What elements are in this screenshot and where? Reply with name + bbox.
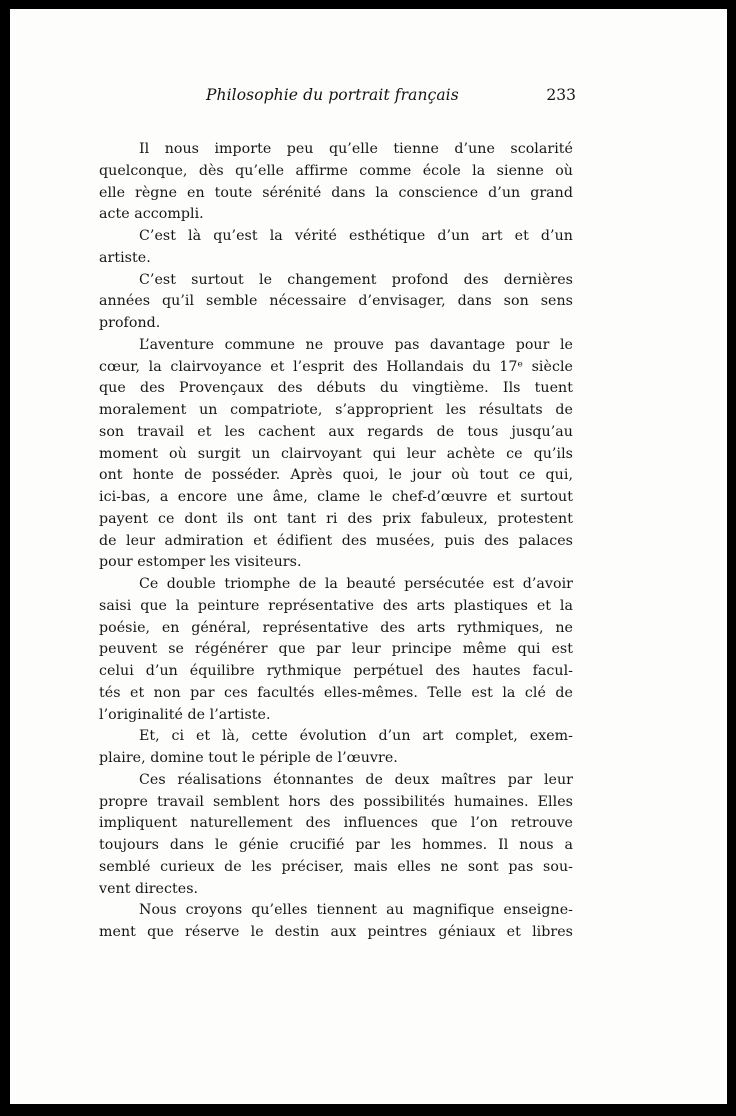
book-page (10, 9, 727, 1104)
paragraph (99, 574, 573, 726)
paragraph (99, 900, 573, 944)
page-number: 233 (546, 86, 576, 104)
paragraph (99, 226, 573, 270)
text-line: C’est surtout le changement profond des dernières (139, 271, 573, 288)
text-line: plaire, domine tout le périple de l’œuvre. (99, 750, 398, 766)
text-line: ont honte de posséder. Après quoi, le jour où tout ce qui, (99, 467, 573, 484)
text-line: tés et non par ces facultés elles-mêmes. Telle est la clé de (99, 684, 573, 701)
text-line: quelconque, dès qu’elle affirme comme école la sienne où (99, 162, 573, 179)
text-line: années qu’il semble nécessaire d’envisager, dans son sens (99, 293, 573, 310)
text-line: Ce double triomphe de la beauté persécutée est d’avoir (139, 576, 573, 592)
text-line: cœur, la clairvoyance et l’esprit des Hollandais du 17ᵉ siècle (99, 358, 573, 375)
paragraph (99, 270, 573, 335)
text-line: pour estomper les visiteurs. (99, 554, 302, 571)
text-line: ici-bas, a encore une âme, clame le chef-d’œuvre et surtout (99, 489, 573, 505)
text-line: moment où surgit un clairvoyant qui leur achète ce qu’ils (99, 445, 573, 462)
text-line: Et, ci et là, cette évolution d’un art complet, exem- (139, 728, 573, 745)
paragraph (99, 139, 573, 226)
text-line: elle règne en toute sérénité dans la conscience d’un grand (99, 184, 573, 201)
text-line: payent ce dont ils ont tant ri des prix fabuleux, protestent (99, 510, 573, 527)
running-title: Philosophie du portrait français (206, 86, 459, 104)
paragraph (99, 335, 573, 574)
text-line: profond. (99, 315, 161, 331)
text-line: ment que réserve le destin aux peintres géniaux et libres (99, 924, 573, 940)
paragraph (99, 726, 573, 770)
text-line: peuvent se régénérer que par leur principe même qui est (99, 641, 573, 658)
text-line: vent directes. (99, 880, 199, 897)
text-line: poésie, en général, représentative des arts rythmiques, ne (99, 619, 573, 636)
text-line: celui d’un équilibre rythmique perpétuel des hautes facul- (99, 663, 573, 679)
text-line: Ces réalisations étonnantes de deux maîtres par leur (139, 771, 573, 788)
body-text (99, 139, 573, 944)
text-line: propre travail semblent hors des possibilités humaines. Elles (99, 793, 573, 810)
text-line: C’est là qu’est la vérité esthétique d’un art et d’un (139, 228, 573, 244)
text-line: moralement un compatriote, s’approprient les résultats de (99, 402, 573, 418)
text-line: artiste. (99, 249, 151, 266)
text-line: acte accompli. (99, 206, 204, 223)
text-line: saisi que la peinture représentative des arts plastiques et la (99, 597, 573, 614)
text-line: l’originalité de l’artiste. (99, 706, 271, 723)
text-line: de leur admiration et édifient des musées, puis des palaces (99, 532, 573, 549)
text-line: impliquent naturellement des influences que l’on retrouve (99, 815, 573, 832)
paragraph (99, 770, 573, 901)
page-header (206, 86, 576, 110)
text-line: Nous croyons qu’elles tiennent au magnifique enseigne- (139, 902, 573, 919)
text-line: semblé curieux de les préciser, mais elles ne sont pas sou- (99, 858, 573, 875)
text-line: son travail et les cachent aux regards de tous jusqu’au (99, 423, 573, 440)
text-line: toujours dans le génie crucifié par les hommes. Il nous a (99, 837, 573, 853)
text-line: Il nous importe peu qu’elle tienne d’une scolarité (139, 141, 573, 157)
text-line: que des Provençaux des débuts du vingtième. Ils tuent (99, 380, 573, 397)
text-line: L’aventure commune ne prouve pas davantage pour le (139, 336, 573, 353)
